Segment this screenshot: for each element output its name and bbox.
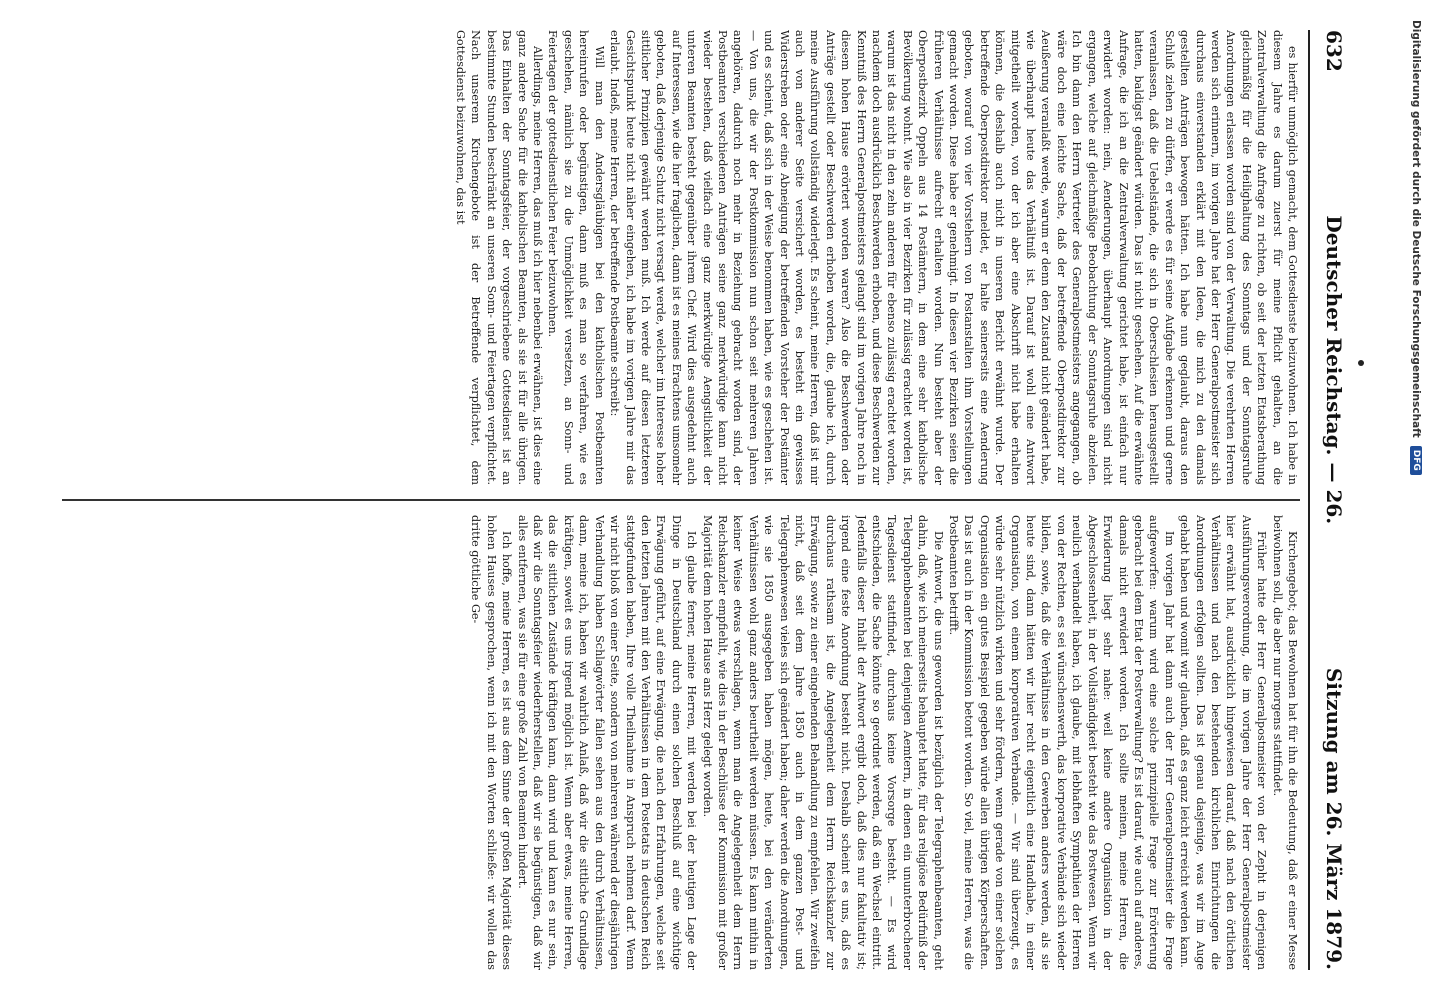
paragraph: Will man den Andersgläubigen bei den katholischen Postbeamten hereinrufen oder begünstigen, dann muß es man so verfahren, wie es geschehen, nämlich sie zu die Unmöglichkeit versetzen, an Sonn- und Feiertagen der gottesdienstlichen Feier beizuwohnen.	[546, 30, 606, 485]
column-divider	[62, 499, 1300, 501]
column-left	[62, 30, 1300, 485]
credit-line	[1406, 20, 1426, 980]
credit-text: Digitalisierung gefördert durch die Deutsche Forschungsgemeinschaft	[1410, 20, 1422, 438]
header-rule	[1308, 30, 1310, 970]
text-columns	[62, 30, 1300, 970]
scanned-page	[2, 0, 1392, 1000]
dfg-logo: DFG	[1410, 446, 1422, 475]
paragraph: Früher hatte der Herr Generalpostmeister von der Zepht in derjenigen Ausführungsverordnung, die im vorigen Jahre der Herr Generalpostmeister hier erwähnt hat, ausdrücklich hingewiesen darauf, daß nach den örtlichen Verhältnissen und nach den bestehenden kirchlichen Einrichtungen die Anordnungen erfolgen sollten. Das ist genau dasjenige, was wir im Auge gehabt haben und womit wir glauben, daß es ganz leicht erreicht werden kann.	[1178, 515, 1269, 970]
paragraph: Ich glaube ferner, meine Herren, mit werden bei der heutigen Lage der Dinge in Deutschland durch einen solchen Beschluß auf eine wichtige Erwägung geführt, auf eine Erwägung, die nach den Erfahrungen, welche seit den letzten Jahren mit den Verhältnissen in dem Postetats in deutschen Reich stattgefunden haben, Ihre volle Theilnahme in Anspruch nehmen darf. Wenn wir nicht bloß von einer Seite, sondern von mehreren während der diesjährigen Verhandlung haben Schlagwörter fallen sehen aus den durch Verhältnissen, dann, meine ich, haben wir wahrlich Anlaß, daß wir die sittliche Grundlage kräftigen, soweit es uns irgend möglich ist. Wenn aber etwas, meine Herren, das die sittlichen Zustände kräftigen kann, dann wird und kann es nur sein, daß wir die Sonntagsfeier wiederherstellen, daß wir sie begünstigen, daß wir alles entfernen, was sie für eine große Zahl von Beamten hindert.	[515, 515, 699, 970]
paragraph: es hierfür unmöglich gemacht, dem Gottesdienste beizuwohnen. Ich habe in diesem Jahre es darum zuerst für meine Pflicht gehalten, an die Zentralverwaltung die Anfrage zu richten, ob seit der letzten Etatsberathung gleichmäßig für die Heilighaltung des Sonntags und der Sonntagsruhe Anordnungen erlassen worden sind von der Verwaltung. Die verehrten Herren werden sich erinnern, im vorigen Jahre hat der Herr Generalpostmeister sich durchaus einverstanden erklärt mit den Ideen, die mich zu den damals gestellten Anträgen bewogen hätten. Ich habe nun geglaubt, daraus den Schluß ziehen zu dürfen, er werde es für seine Aufgabe erkennen und gerne veranlassen, daß die Uebelstände, die sich in Oberschlesien herausgestellt hatten, baldigst geändert würden. Das ist nicht geschehen. Auf die erwähnte Anfrage, die ich an die Zentralverwaltung gerichtet habe, ist einfach nur erwidert worden: nein, Aenderungen, überhaupt Anordnungen sind nicht ergangen, welche auf gleichmäßige Beobachtung der Sonntagsruhe abzielen. Ich bin dann den Herrn Vertreter des Generalpostmeisters angegangen, ob wäre doch eine leichte Sache, daß der betreffende Oberpostdirektor zur Aeußerung veranlaßt werde, warum er denn den Zustand nicht geändert habe, wie überhaupt heute das Verhältniß ist. Darauf ist wohl eine Antwort mitgetheilt worden, von der ich aber eine Abschrift nicht habe erhalten können, die deshalb auch nicht in unseren Bericht erwähnt wurde. Der betreffende Oberpostdirektor meldet, er halte seinerseits eine Aenderung geboten, worauf von vier Vorstehern von Postanstalten ihm Vorstellungen gemacht worden. Diese habe er genehmigt. In diesen vier Bezirken seien die früheren Verhältnisse aufrecht erhalten worden. Nun besteht aber der Oberpostbezirk Oppeln aus 14 Postämtern, in dem eine sehr katholische Bevölkerung wohnt. Wie also in vier Bezirken für zulässig erachtet worden ist, warum ist das nicht in den zehn anderen für ebenso zulässig erachtet worden, nachdem doch ausdrücklich Beschwerden erhoben, und diese Beschwerden zur Kenntniß des Herrn Generalpostmeisters gelangt sind im vorigen Jahre noch in diesem hohen Hause erörtert worden waren? Also die Beschwerden oder Anträge gestellt oder Beschwerden erhoben worden, die, glaube ich, durch meine Ausführung vollständig widerlegt. Es scheint, meine Herren, daß ist mir auch von anderer Seite versichert worden, es besteht ein gewisses Widerstreben oder eine Abneigung der betreffenden Vorsteher der Postämter und es scheint, daß sich in der Weise benommen haben, wie es geschehen ist. — Von uns, die wir der Postkommission nun schon seit mehreren Jahren angehören, dadurch noch mehr in Beziehung gebracht worden sind, der Postbeamten verschiedenen Anträgen seine ganz merkwürdige kann nicht wieder bestehen, daß vielfach eine ganz merkwürdige Aengstlichkeit der unteren Beamten besteht gegenüber ihrem Chef. Wird dies ausgedehnt auch auf Interessen, wie die hier fraglichen, dann ist es meines Erachtens umsomehr geboten, daß derjenige Schutz nicht versagt werde, welcher im Interesse hoher sittlicher Prinzipien gewährt werden muß. Ich werde auf diesen letzteren Gesichtspunkt heute nicht näher eingehen, ich habe im vorigen Jahre mir das erlaubt. Indeß, meine Herren, der betreffende Postbeamte schreibt:	[608, 30, 1299, 485]
paragraph: Im vorigen Jahr hat dann auch der Herr Generalpostmeister die Frage aufgeworfen: warum wird eine solche prinzipielle Frage zur Erörterung gebracht bei dem Etat der Postverwaltung? Es ist darauf, wie auch auf anderes, damals nicht erwidert worden. Ich sollte meinen, meine Herren, die Erwiderung liegt sehr nahe: weil keine andere Organisation in der Abgeschlossenheit, in der Vollständigkeit besteht wie das Postwesen. Wenn wir neulich verhandelt haben, ich glaube, mit lebhaften Sympathien der Herren von der Rechten, es sei wünschenswerth, das korporative Verbände sich wieder bilden, sowie, daß die Verhältnisse in den Gewerben anders werden, als sie heute sind, dann hätten wir hier recht eigentlich eine Handhabe, in einer Organisation, von einem korporativen Verbande. — Wir sind überzeugt, es würde sehr nützlich wirken und sehr fördern, wenn gerade von einer solchen Organisation ein gutes Beispiel gegeben würde allen übrigen Körperschaften. Das ist auch in der Kommission betont worden. So viel, meine Herren, was die Postbeamten betrifft.	[947, 515, 1176, 970]
session-date: Sitzung am 26. März 1879.	[1322, 667, 1346, 970]
digitization-credit	[1408, 20, 1428, 980]
scan-speck	[1358, 360, 1364, 366]
page-content	[2, 0, 1392, 1000]
column-right-text	[62, 515, 1300, 970]
paragraph: Die Antwort, die uns geworden ist bezüglich der Telegraphenbeamten, geht dahin, daß, wie ich meinerseits behauptet hatte, für das religiöse Bedürfniß der Telegraphenbeamten bei denjenigen Aemtern, in denen ein ununterbrochener Tagesdienst stattfindet, durchaus keine Vorsorge besteht. — Es wird entschieden, die Sache könnte so geordnet werden, daß ein Wechsel eintritt. Jedenfalls dieser Inhalt der Antwort ergibt doch, daß dies nur fakultativ ist; irgend eine feste Anordnung besteht nicht. Deshalb scheint es uns, daß es durchaus rathsam ist, die Angelegenheit dem Herrn Reichskanzler zur Erwägung, sowie zu einer eingehenden Behandlung zu empfehlen. Wir zweifeln nicht, daß seit dem Jahre 1850 auch in dem ganzen Post- und Telegraphenwesen vieles sich geändert haben; daher werden die Anordnungen, wie sie 1850 ausgegeben haben mögen, heute, bei den veränderten Verhältnissen wohl ganz anders beurtheilt werden müssen. Es kann mithin in keiner Weise etwas verschlagen, wenn man die Angelegenheit dem Herrn Reichskanzler empfiehlt, wie dies in der Beschlüsse der Kommission mit großer Majorität dem hohen Hause ans Herz gelegt worden.	[700, 515, 945, 970]
page-number: 632	[1322, 30, 1346, 72]
publication-title: Deutscher Reichstag. — 26.	[1322, 215, 1346, 525]
running-header	[1316, 30, 1352, 970]
paragraph: Ich hoffe, meine Herren, es ist aus dem Sinne der großen Majorität dieses hohen Hauses gesprochen, wenn ich mit den Worten schließe: wir wollen das dritte göttliche Ge-	[469, 515, 514, 970]
paragraph: Allerdings, meine Herren, das muß ich hier nebenbei erwähnen, ist dies eine ganz andere Sache für die katholischen Beamten, als sie ist für alle übrigen. Das Einhalten der Sonntagsfeier, der vorgeschriebene Gottesdienst ist an bestimmte Stunden beschränkt an unseren Sonn- und Feiertagen verpflichtet. Nach unserem Kirchengebote ist der Betreffende verpflichtet, dem Gottesdienst beizuwohnen, das ist	[454, 30, 545, 485]
column-right	[62, 515, 1300, 970]
column-left-text	[62, 30, 1300, 485]
paragraph: Kirchengebot; das Bewohnen hat für ihn die Bedeutung, daß er einer Messe beiwohnen soll, die aber nur morgens stattfindet.	[1270, 515, 1299, 970]
